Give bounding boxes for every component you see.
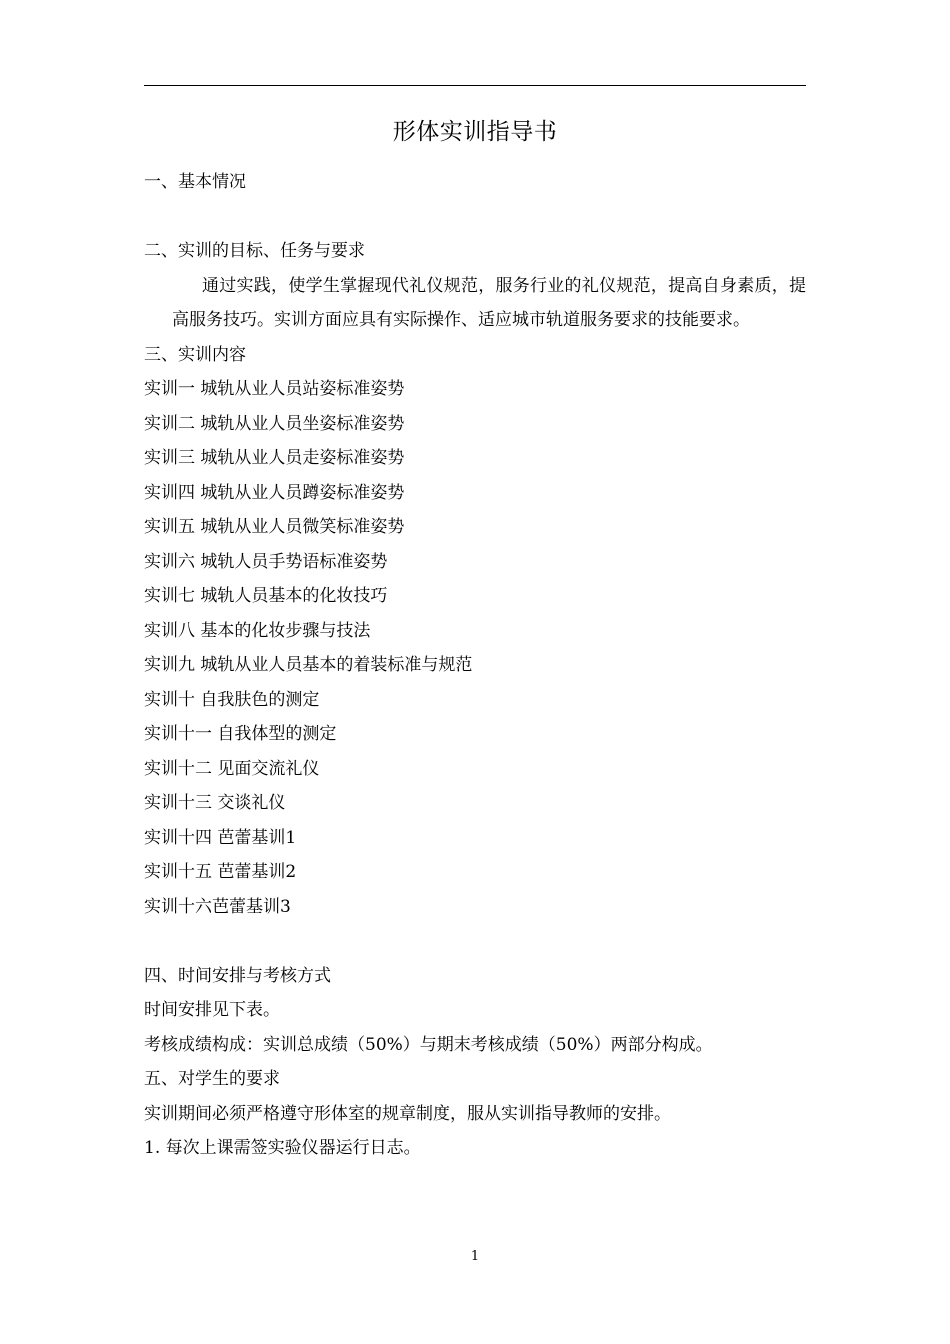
training-item: 实训十 自我肤色的测定 — [144, 689, 320, 710]
spacer — [144, 924, 806, 959]
section-heading-4: 四、时间安排与考核方式 — [144, 965, 331, 986]
section-heading-5: 五、对学生的要求 — [144, 1069, 280, 1089]
training-item: 实训十三 交谈礼仪 — [144, 793, 286, 813]
document-title: 形体实训指导书 — [392, 119, 558, 145]
training-item: 实训八 基本的化妆步骤与技法 — [144, 620, 371, 641]
training-item: 实训二 城轨从业人员坐姿标准姿势 — [144, 413, 405, 434]
training-item: 实训十六芭蕾基训3 — [144, 896, 291, 917]
student-rules: 实训期间必须严格遵守形体室的规章制度，服从实训指导教师的安排。 — [144, 1103, 671, 1124]
grading-note: 考核成绩构成：实训总成绩（50%）与期末考核成绩（50%）两部分构成。 — [144, 1034, 713, 1055]
training-item: 实训六 城轨人员手势语标准姿势 — [144, 551, 388, 572]
rule-item: 1. 每次上课需签实验仪器运行日志。 — [144, 1138, 421, 1158]
training-item: 实训四 城轨从业人员蹲姿标准姿势 — [144, 482, 405, 503]
training-item: 实训十四 芭蕾基训1 — [144, 827, 297, 848]
page-number: 1 — [470, 1249, 480, 1264]
spacer — [144, 200, 806, 235]
header-rule — [144, 85, 806, 86]
training-item: 实训十五 芭蕾基训2 — [144, 862, 297, 882]
schedule-note: 时间安排见下表。 — [144, 1000, 280, 1020]
document-body — [144, 165, 806, 1166]
training-item: 实训一 城轨从业人员站姿标准姿势 — [144, 379, 405, 399]
training-item: 实训九 城轨从业人员基本的着装标准与规范 — [144, 655, 473, 675]
section-heading-3: 三、实训内容 — [144, 344, 246, 365]
section-heading-2: 二、实训的目标、任务与要求 — [144, 241, 365, 261]
section-heading-1: 一、基本情况 — [144, 172, 246, 192]
training-item: 实训十二 见面交流礼仪 — [144, 758, 320, 779]
training-item: 实训三 城轨从业人员走姿标准姿势 — [144, 448, 405, 468]
section-2-paragraph: 通过实践，使学生掌握现代礼仪规范，服务行业的礼仪规范，提高自身素质，提高服务技巧。实训方面应具有实际操作、适应城市轨道服务要求的技能要求。 — [172, 275, 806, 330]
training-item: 实训七 城轨人员基本的化妆技巧 — [144, 586, 388, 606]
training-item: 实训十一 自我体型的测定 — [144, 724, 337, 744]
training-item: 实训五 城轨从业人员微笑标准姿势 — [144, 517, 405, 537]
